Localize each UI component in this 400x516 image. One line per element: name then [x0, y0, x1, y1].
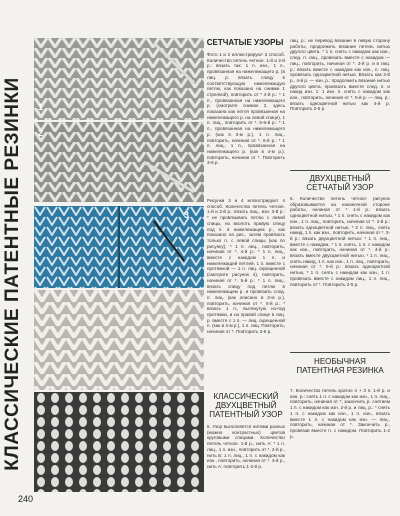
text-block-1c: 5. Узор выполняется нитями разных (можно контрастных) цветов круговыми спицами. Количество петель четное. 1-й р., нить А: * 1 п. лиц., 1 п. изн., повторить от *. 2-й р., нить Б: 1 п. лиц., 1 п. с накидом как изн., повторить, начиная от *. 3-й р., нить А: повторить 1-2-й р. [207, 424, 285, 469]
text-block-2c: 7. Количество петель кратно 4 + 3 п. 1-й р. и изн. р.: снять 1 п. с накидом как изн., 1 п. лиц., повторить, начиная от *, закончить р. снятием 1 п. с накидом как изн. 2-й р. и лиц. р.: * снять 1 п. с накидом как изн., 1 п. изн., вязать вместе 1 п. с накидом как изн. — лиц., повторить, начиная от *. Закончить р., провязав вместе п. с накидом. Повторить 1-2 р. [290, 388, 390, 439]
photo-4 [34, 290, 204, 390]
photo-3-label: 3 [184, 210, 190, 220]
heading-neobychnaya: НЕОБЫЧНАЯ ПАТЕНТНАЯ РЕЗИНКА [296, 357, 384, 375]
photo-3-diagram [34, 206, 204, 288]
page-number: 240 [18, 494, 34, 504]
section-divider-2 [290, 352, 390, 353]
knit-texture-5 [34, 392, 204, 492]
heading-dvukhtsvetnyy: ДВУХЦВЕТНЫЙ СЕТЧАТЫЙ УЗОР [306, 174, 374, 192]
photo-2 [34, 122, 204, 202]
photo-1-label: 1 [38, 102, 44, 112]
vertical-title [2, 54, 24, 494]
text-block-1b: Рисунки 3 и 4 иллюстрируют 4 способ. Количество петель четное. 1-й и 2-й р.: вязать лиц., изн. 3-й р.: * не провязывать петлю с левой спицы, но вколоть правую спицу под п. в нижележащем р., как показано на рис., затем провязать только п. с левой спицы (как по рисунку), * 1 п. лиц., повторить, начиная от *. 4-й р.: * 1 п. лиц., вместе с накидом 1 п. и нижележащей петлей, 1 п. вместе с протяжкой — 1 п. лиц. скрещенной (смотрите рисунок 4), повторить, начиная от *. 5-й р.: * 1 п. лиц., вязать спицу под петлю в нижележащем р. и провязать след. п. лиц. (как описано в 3-м р.), повторить, начиная от *. 6-й р.: * вязать 1 п., вытянутую из-под протяжки, и на правой спице в лиц. р. вместе с 1 п. — лиц. скрещенной п. (как в 4-м р.), 1 п. лиц. Повторить, начиная от *. Повторить 3-6 р. [207, 198, 285, 335]
photo-2-label: 2 [38, 128, 44, 138]
text-block-2a: лиц. р.: не перевод вязание в левую сторону работы, продолжить вязание петель нитью другого цвета. * 1 п. снять с накидом как изн., след. п. лиц., провязать вместе с накидом — лиц., повторить, начиная от *. 3-й р. и в лиц. р.: вязать вместе с накидом как изн., п. лиц. провязать одноцветной нитью. Вязать как 2-й р., 4-й р. — изн. р.: продолжить вязание нитью другого цвета, провязать вместе след. п. и накид изн. 1: 1 изн. п. снять с накидом как изн., повторить, начиная от *. 5-й р. — лиц. р.: вязать одноцветной нитью как 4-й р. Повторить 2-5 р. [290, 38, 390, 112]
heading-setchatye: СЕТЧАТЫЕ УЗОРЫ [206, 38, 284, 47]
vertical-title-text: КЛАССИЧЕСКИЕ ПАТЕНТНЫЕ РЕЗИНКИ [2, 77, 23, 471]
stitch-diagram [34, 206, 204, 288]
knit-texture-1 [34, 38, 204, 120]
heading-klassicheskiy: КЛАССИЧЕСКИЙ ДВУХЦВЕТНЫЙ ПАТЕНТНЫЙ УЗОР [209, 392, 283, 419]
text-block-2b: 6. Количество петель четное: рисунок образовывается на изнаночной стороне работы, начиная от * 1-й р.: вязать одноцветной нитью, * 1 п. снять с накидом как изн., 1 п. лиц., повторить, начиная от *. 2-й р.: вязать одноцветной нитью, * 2 п. лиц., снять накид, 1 п. как изн., повторить, начиная от *. 3-й р.: вязать двухцветной нитью: * 1 п. лиц., вместе с накидом, * 1 п. снять, 1 п. с накидом как изн., повторить, начиная от *. 4-й р.: вязать вместе двухцветной нитью. * 1 п. лиц., снять накид, 1 п. как изн., 1 п. лиц., повторить, начиная от *. 5-й р.: вязать одноцветной нитью, * 1 п. снять с накидом как изн., 1 п. провязать вместе с накидом лиц., 1 п. лиц., повторить от *. Повторить 2-5 р. [290, 196, 390, 287]
text-block-1a: Фото 1 и 2 иллюстрируют 3 способ. Количество петель четное. 1-й и 2-й р.: вязать так: 1 п. изн., 1 п., провязанная на нижележащего р. (в лиц. р. вязать спицу в соответствующую нижележащую петлю, как показано на снимке 1 стрелкой), повторить от * 4-й р.: * 1 п., провязанная на нижележащего р. (смотрите снимок 2, здесь показана как петля провязанная на нижележащего р. на левой спице), 1 п. лиц., повторить от *. 5-6-й р.: * 1 п., провязанная на нижележащего р. (как в 3-м р.), 1 п. лиц., повторить, начиная от *. 6-й р.: * 1 п. лиц., 1 п., провязанная на нижележащего р. (как в 4-м р.), повторить, начиная от *. Повторить 3-6 р. [207, 52, 285, 166]
knit-texture-4 [34, 290, 204, 390]
photo-1 [34, 38, 204, 120]
knit-texture-2 [34, 122, 204, 202]
photo-5 [34, 392, 204, 492]
section-divider-1 [290, 170, 390, 171]
